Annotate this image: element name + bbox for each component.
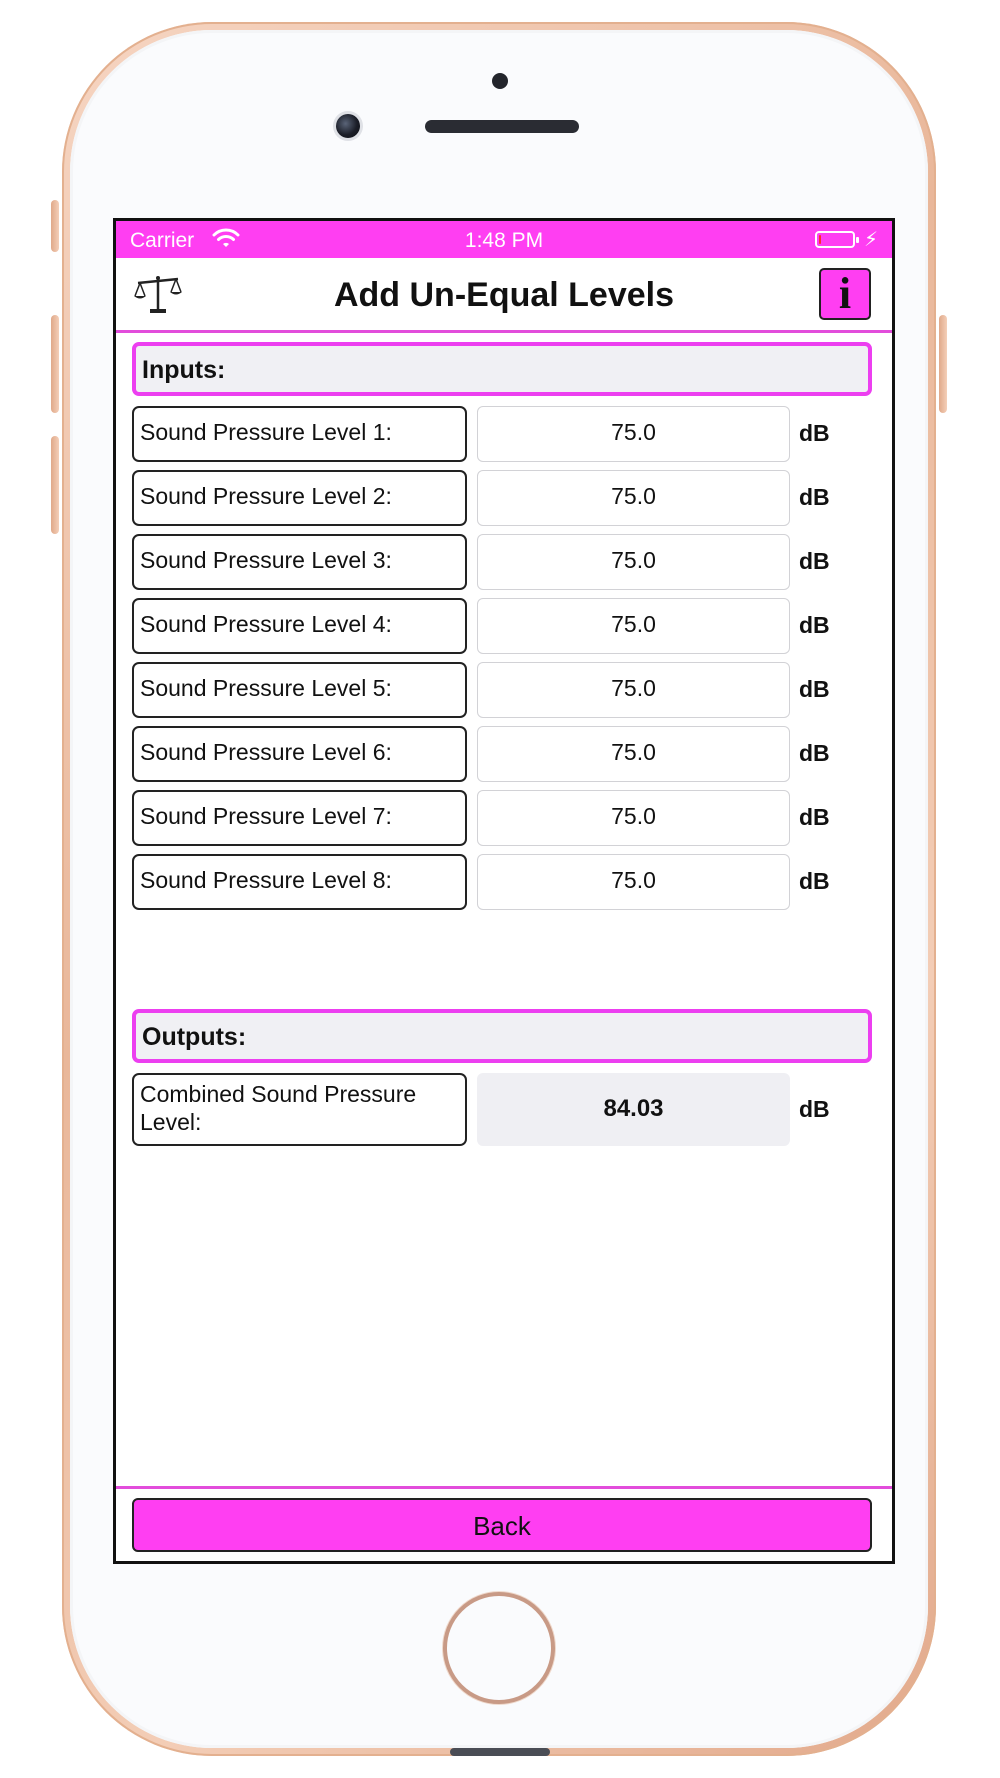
input-row-5: [132, 662, 872, 718]
app-screen: [113, 218, 895, 1564]
proximity-sensor: [492, 73, 508, 89]
spl-1-label: Sound Pressure Level 1:: [132, 406, 467, 462]
page-title: Add Un-Equal Levels: [333, 276, 675, 314]
spl-3-unit: dB: [799, 548, 830, 574]
info-icon: i: [838, 269, 852, 318]
spl-7-unit: dB: [799, 804, 830, 830]
spl-5-unit: dB: [799, 676, 830, 702]
navigation-bar: [116, 258, 892, 333]
input-row-6: [132, 726, 872, 782]
combined-level-label: Combined Sound Pressure Level:: [132, 1073, 467, 1146]
spl-8-input[interactable]: 75.0: [477, 854, 790, 910]
back-button[interactable]: Back: [132, 1498, 872, 1552]
mute-switch: [51, 200, 59, 252]
input-row-4: [132, 598, 872, 654]
combined-level-unit: dB: [799, 1096, 830, 1122]
input-row-8: [132, 854, 872, 910]
input-row-1: [132, 406, 872, 462]
spl-2-unit: dB: [799, 484, 830, 510]
spl-5-label: Sound Pressure Level 5:: [132, 662, 467, 718]
earpiece-speaker: [425, 120, 579, 133]
lightning-port: [450, 1748, 550, 1756]
spl-1-input[interactable]: 75.0: [477, 406, 790, 462]
spl-1-unit: dB: [799, 420, 830, 446]
spl-7-input[interactable]: 75.0: [477, 790, 790, 846]
spl-3-input[interactable]: 75.0: [477, 534, 790, 590]
spl-4-label: Sound Pressure Level 4:: [132, 598, 467, 654]
spl-7-label: Sound Pressure Level 7:: [132, 790, 467, 846]
spl-3-label: Sound Pressure Level 3:: [132, 534, 467, 590]
battery-icon: [815, 231, 855, 248]
spl-4-input[interactable]: 75.0: [477, 598, 790, 654]
spl-6-label: Sound Pressure Level 6:: [132, 726, 467, 782]
front-camera: [336, 114, 360, 138]
output-row-combined: [132, 1073, 872, 1146]
battery-level: [819, 235, 821, 244]
spl-2-label: Sound Pressure Level 2:: [132, 470, 467, 526]
spl-6-input[interactable]: 75.0: [477, 726, 790, 782]
spl-2-input[interactable]: 75.0: [477, 470, 790, 526]
input-row-3: [132, 534, 872, 590]
home-button[interactable]: [443, 1592, 555, 1704]
inputs-header: Inputs:: [132, 342, 872, 396]
spl-8-label: Sound Pressure Level 8:: [132, 854, 467, 910]
charging-bolt-icon: ⚡: [864, 229, 879, 251]
status-bar: [116, 221, 892, 258]
combined-level-value: 84.03: [477, 1073, 790, 1146]
carrier-label: Carrier: [130, 229, 195, 252]
clock: 1:48 PM: [464, 229, 544, 252]
input-row-7: [132, 790, 872, 846]
spl-8-unit: dB: [799, 868, 830, 894]
volume-up-button: [51, 315, 59, 413]
spl-4-unit: dB: [799, 612, 830, 638]
power-button: [939, 315, 947, 413]
outputs-header: Outputs:: [132, 1009, 872, 1063]
bottom-toolbar: [116, 1486, 892, 1561]
input-row-2: [132, 470, 872, 526]
spl-6-unit: dB: [799, 740, 830, 766]
spl-5-input[interactable]: 75.0: [477, 662, 790, 718]
volume-down-button: [51, 436, 59, 534]
info-button[interactable]: [819, 268, 871, 320]
